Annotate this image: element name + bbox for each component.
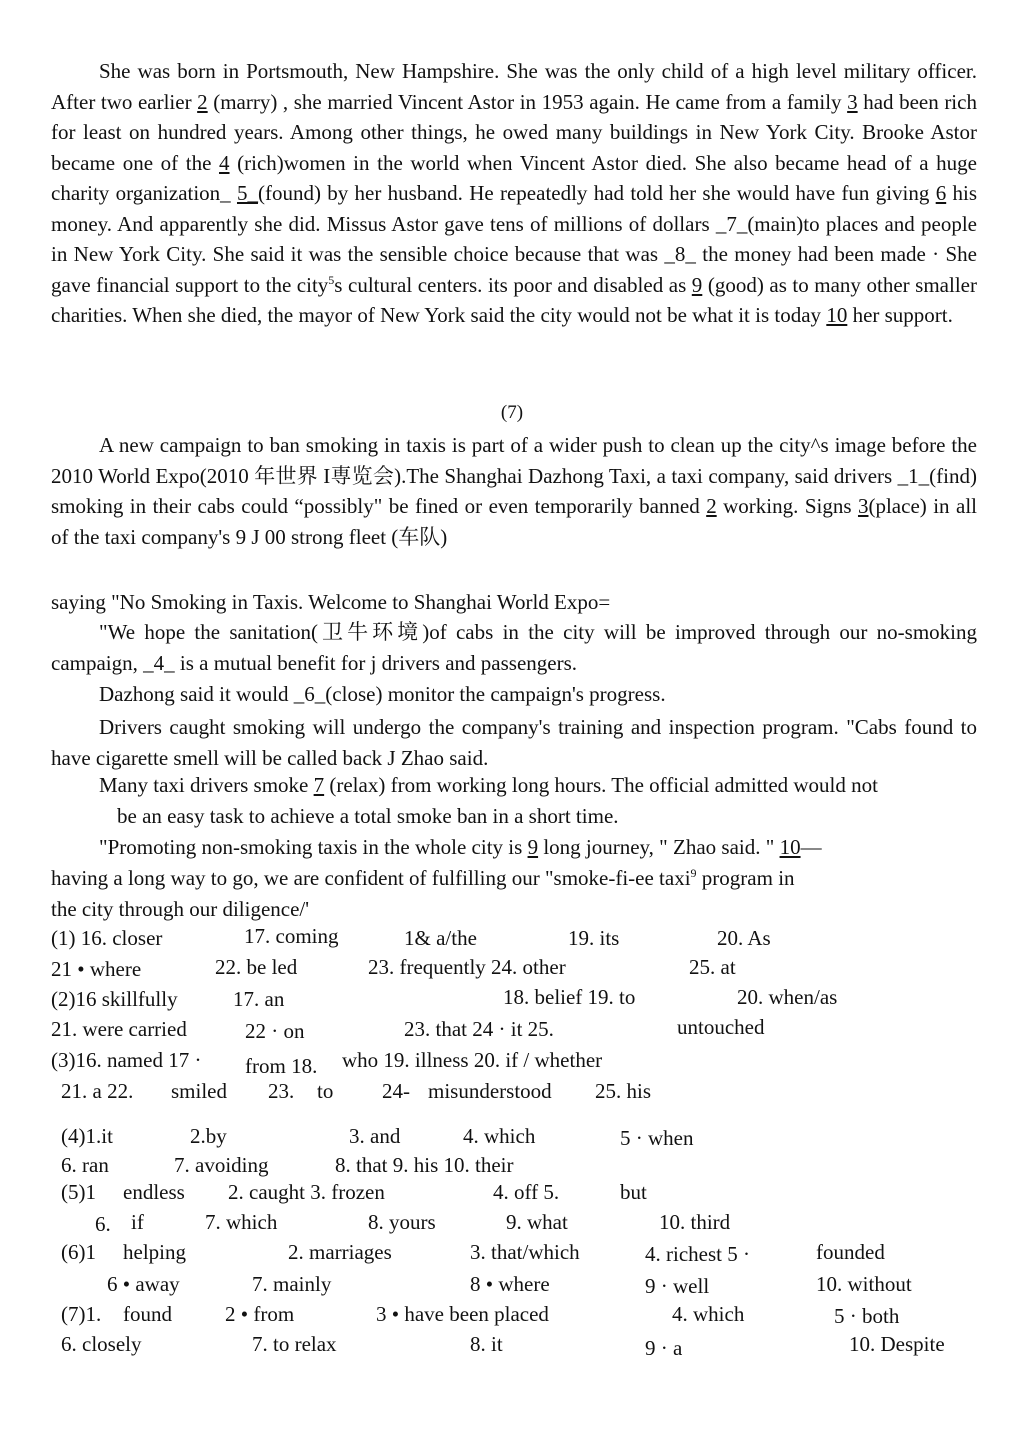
passage-text: — (800, 835, 822, 859)
answer-item: 2 • from (225, 1302, 295, 1326)
answer-item: 4. off 5. (493, 1180, 560, 1204)
answer-item: 17. an (233, 987, 285, 1011)
answer-item: helping (123, 1240, 186, 1264)
answer-item: 20. when/as (737, 985, 838, 1009)
blank-10: 10 (779, 835, 801, 859)
answer-item: 21. a 22. (61, 1079, 134, 1103)
answer-item: 21 • where (51, 957, 142, 981)
answer-item: 2. caught 3. frozen (228, 1180, 385, 1204)
answer-item: to (317, 1079, 334, 1103)
answer-item: 3. that/which (470, 1240, 580, 1264)
passage-text: (place) in all of the taxi company's 9 J 00 strong fleet (车队) (51, 494, 977, 549)
answer-item: founded (816, 1240, 885, 1264)
answer-item: 8 • where (470, 1272, 550, 1296)
answer-item: 2. marriages (288, 1240, 392, 1264)
passage-text: (good) as to many other smaller charities. When she died, the mayor of New York said the city would not be what it is today (51, 272, 977, 327)
passage-text: (rich)women in the world when Vincent Astor died. She also became head of a huge charity organization_ (51, 150, 977, 205)
answer-item: 6. closely (61, 1332, 142, 1356)
answer-item: 8. it (470, 1332, 503, 1356)
answer-item: 5 · when (620, 1126, 694, 1150)
answer-item: but (620, 1180, 647, 1204)
answer-item: 9 · well (645, 1274, 710, 1298)
answer-item: 7. avoiding (174, 1153, 269, 1177)
passage-text: having a long way to go, we are confident of fulfilling our "smoke-fi-ee taxi (51, 866, 691, 890)
blank-3: 3 (857, 494, 869, 518)
answer-item: 4. which (672, 1302, 745, 1326)
blank-2: 2 (706, 494, 717, 518)
passage-line: the city through our diligence/' (51, 897, 310, 921)
passage-text: (found) by her husband. He repeatedly had told her she would have fun giving (257, 181, 936, 205)
passage-text: A new campaign to ban smoking in taxis is part of a wider push to clean up the city^s image before the 2010 World Expo(2010 年世界 I専览会).The Shanghai Dazhong Taxi, a taxi company, said drivers _1_(find) smoking in their cabs could “possibly" be fined or even temporarily banned (51, 433, 977, 518)
answer-item: 9 · a (645, 1336, 683, 1360)
passage-7-paragraph-1 (51, 430, 977, 552)
answer-item: 9. what (506, 1210, 568, 1234)
answer-item: if (131, 1210, 144, 1234)
passage-line: be an easy task to achieve a total smoke ban in a short time. (117, 804, 619, 828)
superscript: 9 (690, 866, 697, 880)
answer-item: (6)1 (61, 1240, 96, 1264)
answer-item: untouched (677, 1015, 765, 1039)
answer-item: 7. which (205, 1210, 278, 1234)
passage-text: "Promoting non-smoking taxis in the whole city is (99, 835, 528, 859)
blank-10: 10 (826, 303, 848, 327)
answer-item: 5 · both (834, 1304, 900, 1328)
answer-item: 23. (268, 1079, 295, 1103)
answer-item: 6 • away (107, 1272, 180, 1296)
answer-item: 3 • have been placed (376, 1302, 549, 1326)
passage-text: program in (696, 866, 795, 890)
passage-text: (relax) from working long hours. The official admitted would not (324, 773, 878, 797)
blank-3: 3 (847, 89, 858, 114)
answer-item: 20. As (717, 926, 771, 950)
superscript: 5 (328, 272, 335, 287)
answer-item: 7. to relax (252, 1332, 337, 1356)
answer-item: 10. Despite (849, 1332, 945, 1356)
blank-9: 9 (527, 835, 539, 859)
answer-item: 2.by (190, 1124, 227, 1148)
passage-text: (marry) , she married Vincent Astor in 1953 again. He came from a family (207, 89, 848, 114)
answer-item: 22 · on (245, 1019, 305, 1043)
blank-2: 2 (197, 89, 208, 114)
answer-item: who 19. illness 20. if / whether (342, 1048, 603, 1072)
passage-line (99, 773, 878, 798)
answer-item: 22. be led (215, 955, 298, 979)
answer-item: smiled (171, 1079, 227, 1103)
passage-text: his money. And apparently she did. Missus Astor gave tens of millions of dollars _7_(main)to places and people in New York City. She said it was the sensible choice because that was _8_ the money had been made · She gave financial support to the city (51, 181, 977, 297)
answer-item: 10. third (659, 1210, 731, 1234)
answer-item: found (123, 1302, 172, 1326)
blank-9: 9 (691, 272, 703, 297)
answer-item: (1) 16. closer (51, 926, 163, 950)
passage-line: Dazhong said it would _6_(close) monitor the campaign's progress. (99, 682, 666, 706)
answer-item: 10. without (816, 1272, 912, 1296)
passage-7-paragraph-2: "We hope the sanitation(卫牛环境)of cabs in the city will be improved through our no-smoking campaign, _4_ is a mutual benefit for j drivers and passengers. (51, 620, 977, 675)
answer-item: (4)1.it (61, 1124, 113, 1148)
section-heading-7: (7) (500, 402, 524, 423)
passage-line (51, 866, 795, 891)
answer-item: 8. that 9. his 10. their (335, 1153, 514, 1177)
answer-item: 4. richest 5 · (645, 1242, 750, 1266)
answer-item: 19. its (568, 926, 620, 950)
answer-item: misunderstood (428, 1079, 552, 1103)
answer-item: 24- (382, 1079, 410, 1103)
answer-item: 8. yours (368, 1210, 436, 1234)
answer-item: 6. (95, 1212, 111, 1236)
blank-4: 4 (219, 150, 230, 175)
answer-item: (3)16. named 17 · (51, 1048, 202, 1072)
passage-text: long journey, " Zhao said. " (538, 835, 780, 859)
passage-line: saying "No Smoking in Taxis. Welcome to Shanghai World Expo= (51, 590, 611, 614)
answer-item: 1& a/the (404, 926, 477, 950)
answer-item: 6. ran (61, 1153, 109, 1177)
passage-text: working. Signs (716, 494, 858, 518)
answer-item: (2)16 skillfully (51, 987, 178, 1011)
answer-item: 17. coming (244, 924, 339, 948)
answer-item: 25. at (689, 955, 736, 979)
answer-item: (5)1 (61, 1180, 96, 1204)
passage-text: her support. (847, 303, 953, 327)
answer-item: 25. his (595, 1079, 652, 1103)
answer-item: 4. which (463, 1124, 536, 1148)
passage-7-paragraph-3: Drivers caught smoking will undergo the company's training and inspection program. "Cabs found to have cigarette smell will be called back J Zhao said. (51, 715, 977, 770)
blank-5: 5_ (236, 181, 258, 205)
passage-text: had been rich for least on hundred years. Among other things, he owed many buildings in New York City. Brooke Astor became one of the (51, 89, 977, 175)
answer-item: from 18. (245, 1054, 318, 1078)
answer-item: 7. mainly (252, 1272, 332, 1296)
answer-item: 3. and (349, 1124, 401, 1148)
answer-item: 21. were carried (51, 1017, 187, 1041)
passage-text: Many taxi drivers smoke (99, 773, 314, 797)
answer-item: 18. belief 19. to (503, 985, 636, 1009)
answer-item: (7)1. (61, 1302, 102, 1326)
passage-text: s cultural centers. its poor and disabled as (334, 272, 692, 297)
answer-item: 23. frequently 24. other (368, 955, 566, 979)
passage-6-paragraph (51, 56, 977, 331)
passage-text: She was born in Portsmouth, New Hampshire. She was the only child of a high level military officer. After two earlier (51, 59, 977, 114)
answer-item: endless (123, 1180, 185, 1204)
passage-line (99, 835, 822, 860)
answer-item: 23. that 24 · it 25. (404, 1017, 554, 1041)
blank-7: 7 (313, 773, 325, 797)
blank-6: 6 (935, 181, 947, 205)
